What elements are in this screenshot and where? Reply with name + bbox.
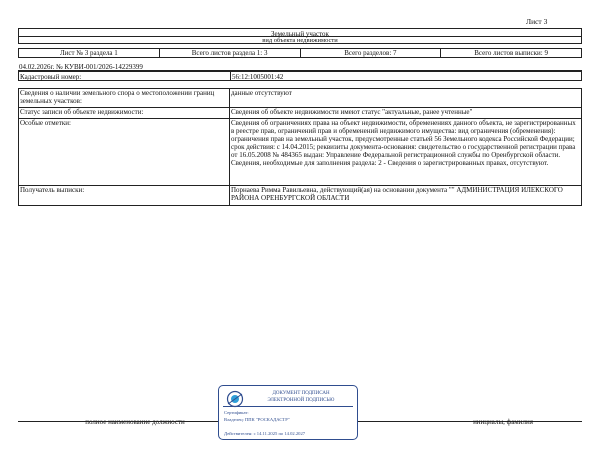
row-label: Статус записи об объекте недвижимости: (19, 108, 230, 118)
row-value: Сведения об ограничениях права на объект недвижимости, обременениях данного объекта, не зарегистрированных в реестре прав, ограничений прав и обременений недвижимого имущества: вид ограничения (обременения): ограничения прав на земельный участок, предусмотренные статьей 56 Земельного кодекса Российской Федерации; срок действия: с 14.04.2015; реквизиты документа-основания: свидетельство о государственной регистрации права от 16.05.2008 № 484365 выдан: Управление Федеральной регистрационной службы по Оренбургской области. Сведения, необходимые для заполнения раздела: 2 - Сведения о зарегистрированных правах, отсутствуют. (231, 119, 576, 168)
summary-extract-sheets: Всего листов выписки: 9 (474, 49, 548, 57)
row-label: Сведения о наличии земельного спора о местоположении границ земельных участков: (19, 89, 230, 107)
stamp-subtitle: ЭЛЕКТРОННОЙ ПОДПИСЬЮ (267, 398, 335, 403)
row-value: Сведения об объекте недвижимости имеют статус "актуальные, ранее учтенные" (231, 108, 473, 116)
sheet-summary-row (18, 48, 582, 58)
stamp-owner: Владелец: ППК "РОСКАДАСТР" (224, 417, 290, 422)
stamp-certificate: Сертификат: (224, 410, 249, 415)
stamp-divider (223, 406, 353, 407)
table-row (19, 108, 581, 119)
row-label: Получатель выписки: (19, 186, 230, 205)
summary-sheet-of-section: Лист № 3 раздела 1 (19, 49, 160, 57)
summary-sections-total: Всего разделов: 7 (301, 49, 442, 57)
cadastral-number-value: 56:12:1005001:42 (232, 73, 284, 81)
electronic-signature-stamp (218, 385, 358, 440)
details-table (18, 88, 582, 206)
object-type-title: Земельный участок (271, 30, 329, 38)
stamp-validity: Действителен: с 14.11.2025 по 14.02.2027 (224, 431, 306, 436)
cell-divider (230, 72, 231, 80)
stamp-title: ДОКУМЕНТ ПОДПИСАН (272, 391, 330, 396)
document-number: 04.02.2026г. № КУВИ-001/2026-14229399 (19, 63, 143, 71)
table-row (19, 186, 581, 205)
position-caption: полное наименование должности (85, 418, 185, 426)
row-value: данные отсутствуют (231, 89, 292, 97)
object-type-header (18, 28, 582, 44)
row-label: Особые отметки: (19, 119, 230, 185)
object-type-subtitle: вид объекта недвижимости (262, 37, 338, 44)
summary-section-sheets: Всего листов раздела 1: 3 (160, 49, 301, 57)
cadastral-number-row (18, 71, 582, 81)
row-value: Порнаева Римма Равильевна, действующий(ая) на основании документа "" АДМИНИСТРАЦИЯ ИЛЕКСКОГО РАЙОНА ОРЕНБУРГСКОЙ ОБЛАСТИ (231, 186, 563, 203)
cadastral-number-label: Кадастровый номер: (20, 73, 82, 81)
table-row (19, 119, 581, 186)
sheet-number: Лист 3 (526, 17, 548, 26)
table-row (19, 89, 581, 108)
name-caption: инициалы, фамилия (473, 418, 533, 426)
